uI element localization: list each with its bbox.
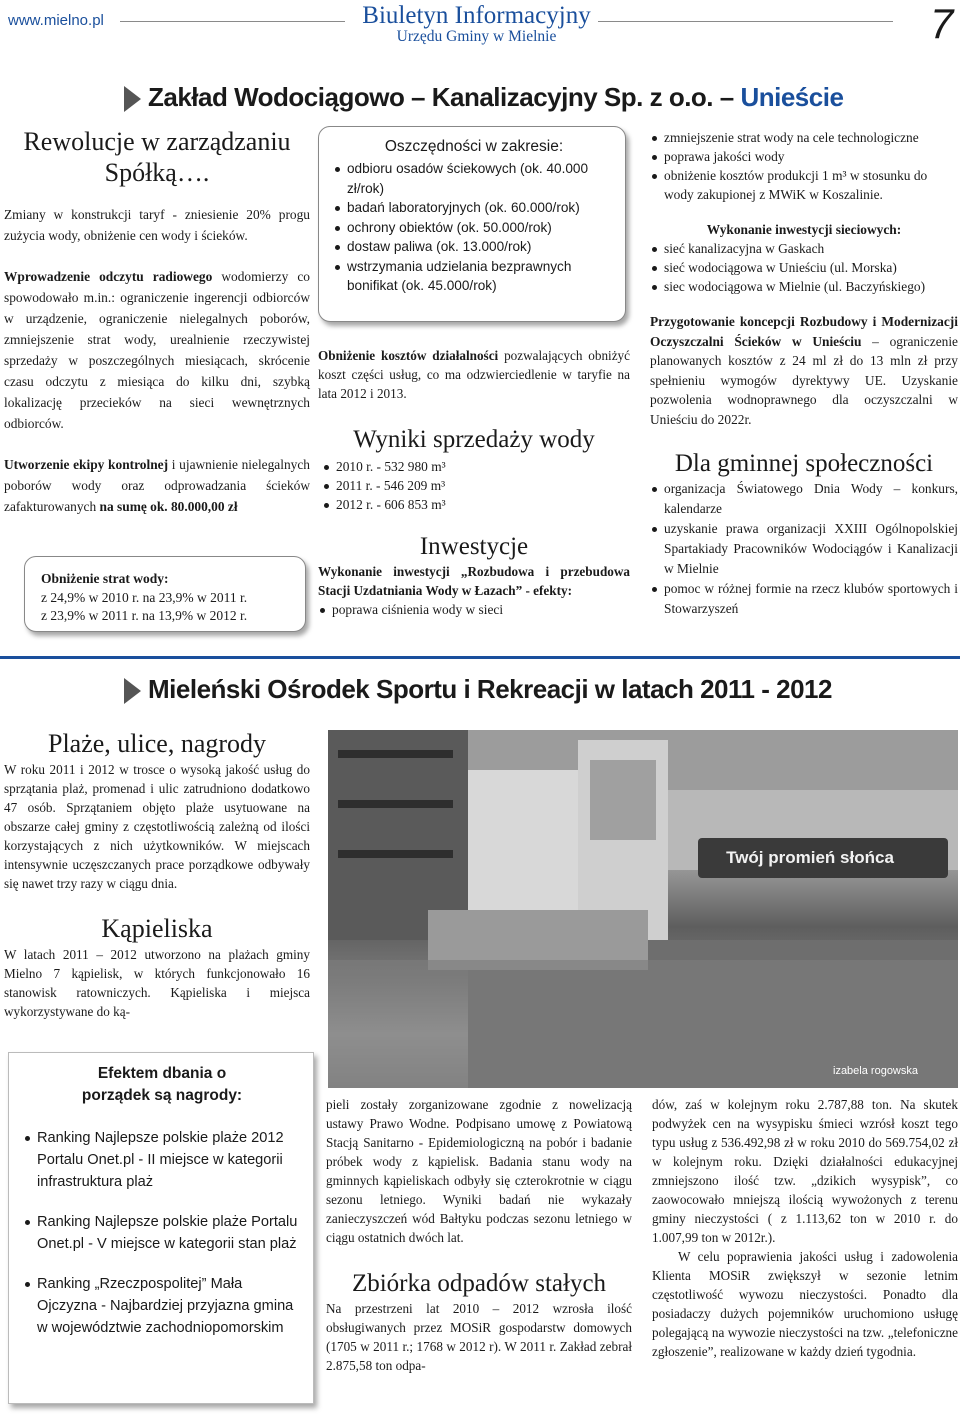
mosir-mid-column [326,1095,632,1375]
list-item: sieć kanalizacyjna w Gaskach [650,239,958,258]
bold-sum: na sumę ok. 80.000,00 zł [99,499,238,514]
paragraph-tariffs: Zmiany w konstrukcji taryf - zniesienie 20% progu zużycia wody, obniżenie cen wody i ścieków. [4,207,310,243]
paragraph-service: W celu poprawienia jakości usług i zadowolenia Klienta MOSiR zwiększył w sezonie letnim częstotliwość wywozu nieczystości. Ponadto dla posiadaczy dużych pojemników uruchomiono usługę polegającą na wywozie nieczystości na tzw. „telefoniczne zgłoszenie”, realizowane w każdy dzień tygodnia. [652,1249,958,1359]
award-item: Ranking Najlepsze polskie plaże Portalu Onet.pl - V miejsce w kategorii stan plaż [23,1211,301,1255]
list-item: dostaw paliwa (ok. 13.000/rok) [333,237,615,257]
heading-bathing: Kąpieliska [101,914,213,943]
losses-line-1: z 24,9% w 2010 r. na 23,9% w 2011 r. [41,590,248,605]
text-control: i ujawnienie nielegalnych poborów wody oraz odprowadzania ścieków zafakturowanych [4,457,310,514]
section-arrow-icon [124,678,141,704]
photo-sign-text: Twój promień słońca [726,848,894,867]
heading-network: Wykonanie inwestycji sieciowych: [706,222,902,237]
section-title-mosir: Mieleński Ośrodek Sportu i Rekreacji w latach 2011 - 2012 [148,674,832,704]
paragraph-beaches: W roku 2011 i 2012 w trosce o wysoką jakość usług do sprzątania plaż, promenad i ulic zatrudniono dodatkowo 47 osób. Sprzątaniem objęto plaże usytuowane na obszarze całej gminy z częstotliwością zależną od ilości korzystających z nich użytkowników. W miejscach intensywnie uczęszczanych prace porządkowe odbywały się nawet trzy razy w ciągu dnia. [4,762,310,891]
heading-beaches: Plaże, ulice, nagrody [47,729,267,758]
bold-control: Utworzenie ekipy kontrolnej [4,457,169,472]
paragraph-control-team [4,454,310,517]
bold-radio: Wprowadzenie odczytu radiowego [4,269,213,284]
section-title-main: Zakład Wodociągowo – Kanalizacyjny Sp. z o.o. – [148,82,734,112]
photo-credit: izabela rogowska [833,1065,918,1077]
list-item: poprawa ciśnienia wody w sieci [318,600,630,619]
savings-box [318,126,626,322]
list-item: wstrzymania udzielania bezprawnych bonifikat (ok. 45.000/rok) [333,257,615,296]
mid-column [318,346,630,619]
paragraph-radio-reading [4,266,310,434]
paragraph-cost-reduction [318,346,630,403]
site-url[interactable]: www.mielno.pl [8,12,104,29]
heading-waste: Zbiórka odpadów stałych [351,1270,607,1297]
list-item: sieć wodociągowa w Unieściu (ul. Morska) [650,258,958,277]
paragraph-waste-cont: dów, zaś w kolejnym roku 2.787,88 ton. Na skutek podwyżek cen na wysypisku śmieci wzrósł koszt tego typu usług z 536.492,98 zł w roku 2010 do 569.754,02 zł w kolejnym roku. Dzięki działalności edukacyjnej zmniejszono ilość tzw. „dzikich wysypisk”, co zaowocowało mniejszą ilością wywożonych z terenu gminy nieczystości ( z 1.113,62 ton w 2010 r. do 1.007,99 ton w 2012r.). [652,1097,958,1245]
list-item: uzyskanie prawa organizacji XXIII Ogólnopolskiej Spartakiady Pracowników Wodociągów i Kanalizacji w Mielnie [650,519,958,579]
savings-box-title: Oszczędności w zakresie: [384,138,564,155]
list-item: ochrony obiektów (ok. 50.000/rok) [333,218,615,238]
awards-list [23,1127,301,1339]
left-column [4,126,310,517]
heading-sales: Wyniki sprzedaży wody [353,426,595,453]
section-title-zwk [148,82,843,113]
page-number: 7 [930,0,954,47]
mosir-left-column [4,728,310,1021]
section-divider [0,656,960,659]
sales-list [322,457,630,514]
list-item: 2011 r. - 546 209 m³ [322,476,630,495]
losses-box-title: Obniżenie strat wody: [41,571,169,586]
list-item: 2010 r. - 532 980 m³ [322,457,630,476]
promenade-photo [328,730,958,1088]
heading-revolutions: Rewolucje w zarządzaniu Spółką…. [23,127,291,187]
list-item: pomoc w różnej formie na rzecz klubów sportowych i Stowarzyszeń [650,579,958,619]
savings-list [333,159,615,296]
photo-scene [328,730,958,1088]
bulletin-subtitle: Urzędu Gminy w Mielnie [396,28,557,45]
paragraph-water-tests: pieli zostały zorganizowane zgodnie z nowelizacją ustawy Prawo Wodne. Podpisano umowę z Powiatową Stacją Sanitarno - Epidemiologiczną na pobór i badanie próbek wody z kąpielisk. Badania stanu wody na gminnych kąpieliskach odbyły się czterokrotnie w ciągu sezonu letniego. Wyniki badań nie wykazały zanieczyszczeń wód Bałtyku podczas sezonu letniego w ciągu ostatnich dwóch lat. [326,1097,632,1245]
list-item: poprawa jakości wody [650,147,958,166]
header-rule-right [598,21,893,22]
investment-list [318,600,630,619]
mosir-right-column [652,1095,958,1361]
text-radio: wodomierzy co spowodowało m.in.: ograniczenie ingerencji odbiorców w urządzenie, ograniczenie nielegalnych poborów, zmniejszenie strat wody, urealnienie rzeczywistej sprzedaży w poszczególnych miesiącach, skrócenie czasu odczytu z miesiąca do kilku dni, szybką lokalizację przecieków na sieci wewnętrznych odbiorców. [4,269,310,431]
award-item: Ranking Najlepsze polskie plaże 2012 Portalu Onet.pl - II miejsce w kategorii infrastruktura plaż [23,1127,301,1193]
losses-box [24,556,306,632]
text-plan: – ograniczenie planowanych kosztów z 24 ml zł do 13 mln zł przy spełnieniu wymogów dyrektywy UE. Uzyskanie pozwolenia wodnoprawnego dla oczyszczalni w Unieściu do 2022r. [650,333,958,427]
list-item: badań laboratoryjnych (ok. 60.000/rok) [333,198,615,218]
list-item: organizacja Światowego Dnia Wody – konkurs, kalendarze [650,479,958,519]
award-item: Ranking „Rzeczpospolitej” Mała Ojczyzna - Najbardziej przyjazna gmina w województwie zachodniopomorskim [23,1273,301,1339]
list-item: 2012 r. - 606 853 m³ [322,495,630,514]
network-list [650,239,958,296]
heading-community: Dla gminnej społeczności [674,450,934,477]
right-column [650,128,958,619]
losses-line-2: z 23,9% w 2011 r. na 13,9% w 2012 r. [41,608,248,623]
paragraph-investment: Wykonanie inwestycji „Rozbudowa i przebudowa Stacji Uzdatniania Wody w Łazach” - efekty: [318,564,630,598]
paragraph-waste: Na przestrzeni lat 2010 – 2012 wzrosła ilość obsługiwanych przez MOSiR gospodarstw domowych (1705 w 2011 r.; 1768 w 2012 r). W 2011 r. Zakład zebrał 2.875,58 ton odpa- [326,1301,632,1373]
list-item: siec wodociągowa w Mielnie (ul. Baczyńskiego) [650,277,958,296]
header-rule-left [120,21,345,22]
bold-cost: Obniżenie kosztów działalności [318,348,499,363]
benefits-list [650,128,958,204]
section-title-place: Unieście [740,82,844,112]
community-list [650,479,958,619]
text-cost: pozwalających obniżyć koszt części usług, co ma odzwierciedlenie w taryfie na lata 2012 i 2013. [318,348,631,401]
bulletin-title: Biuletyn Informacyjny [362,2,591,29]
section-arrow-icon [124,86,141,112]
bold-plan: Przygotowanie koncepcji Rozbudowy i Modernizacji Oczyszczalni Ścieków w Unieściu [650,314,958,349]
list-item: odbioru osadów ściekowych (ok. 40.000 zł/rok) [333,159,615,198]
awards-box [8,1052,314,1404]
heading-investments: Inwestycje [419,533,529,560]
paragraph-treatment-plant [650,312,958,429]
list-item: obniżenie kosztów produkcji 1 m³ w stosunku do wody zakupionej z MWiK w Koszalinie. [650,166,958,204]
list-item: zmniejszenie strat wody na cele technologiczne [650,128,958,147]
awards-title: Efektem dbania o porządek są nagrody: [81,1065,243,1104]
paragraph-bathing: W latach 2011 – 2012 utworzono na plażach gminy Mielno 7 kąpielisk, w których funkcjonowało 16 stanowisk ratowniczych. Kąpieliska i miejsca wykorzystywane do ką- [4,947,310,1019]
